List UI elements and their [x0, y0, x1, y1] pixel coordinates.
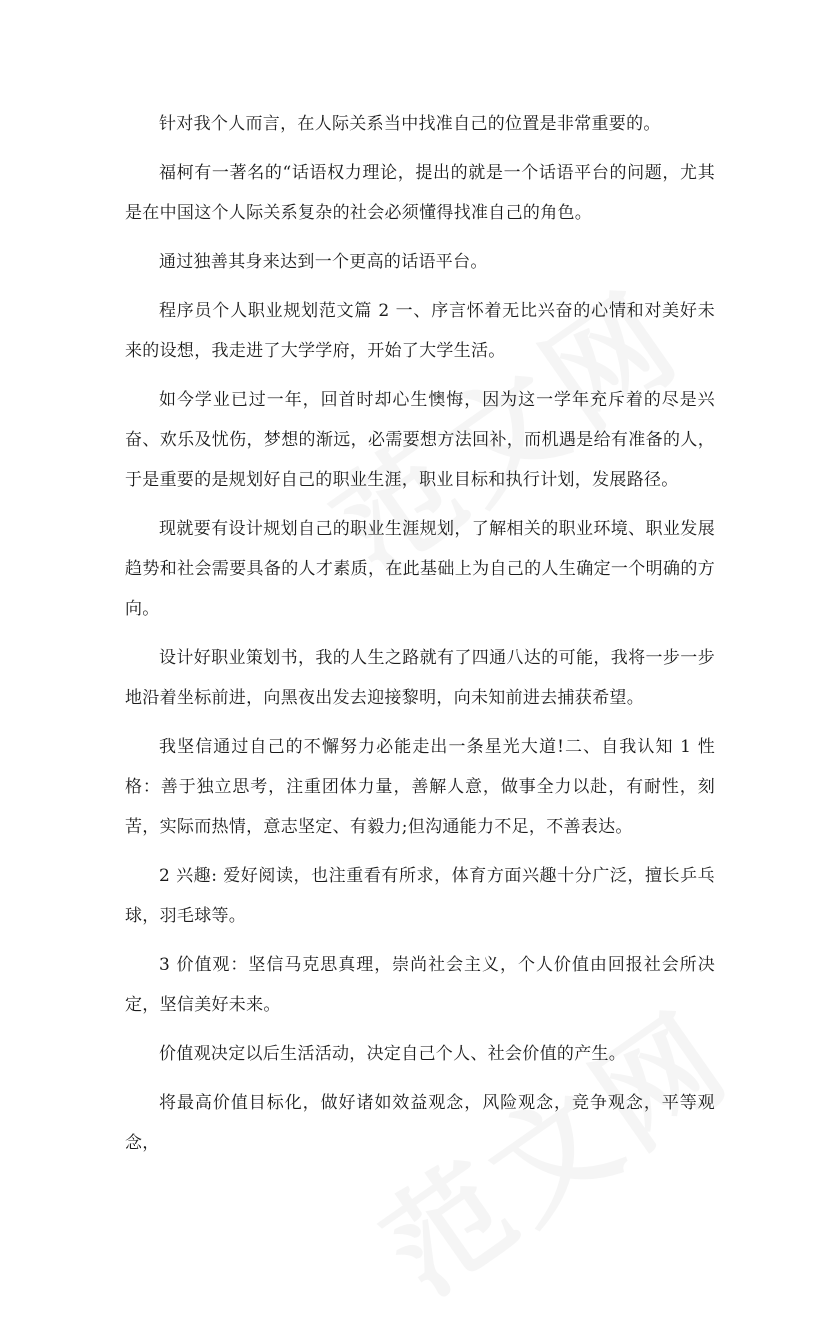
paragraph: 我坚信通过自己的不懈努力必能走出一条星光大道!二、自我认知 1 性格：善于独立思考，注重团体力量，善解人意，做事全力以赴，有耐性，刻苦，实际而热情，意志坚定、有毅力;但沟通能力不足，不善表达。: [125, 737, 715, 837]
paragraph: 设计好职业策划书，我的人生之路就有了四通八达的可能，我将一步一步地沿着坐标前进，向黑夜出发去迎接黎明，向未知前进去捕获希望。: [125, 648, 715, 708]
document-body: [125, 104, 715, 1172]
paragraph: 2 兴趣: 爱好阅读，也注重看有所求，体育方面兴趣十分广泛，擅长乒乓球，羽毛球等。: [125, 866, 715, 926]
paragraph: 3 价值观：坚信马克思真理，崇尚社会主义，个人价值由回报社会所决定，坚信美好未来。: [125, 955, 715, 1015]
paragraph: 针对我个人而言，在人际关系当中找准自己的位置是非常重要的。: [159, 114, 661, 134]
paragraph: 福柯有一著名的“话语权力理论，提出的就是一个话语平台的问题，尤其是在中国这个人际关系复杂的社会必须懂得找准自己的角色。: [125, 163, 715, 223]
paragraph: 如今学业已过一年，回首时却心生懊悔，因为这一学年充斥着的尽是兴奋、欢乐及忧伤，梦想的渐远，必需要想方法回补，而机遇是给有准备的人，于是重要的是规划好自己的职业生涯，职业目标和执行计划，发展路径。: [125, 390, 715, 490]
paragraph: 将最高价值目标化，做好诸如效益观念，风险观念，竞争观念，平等观念，: [125, 1093, 715, 1153]
paragraph: 通过独善其身来达到一个更高的话语平台。: [159, 252, 488, 272]
paragraph: 价值观决定以后生活活动，决定自己个人、社会价值的产生。: [159, 1044, 627, 1064]
paragraph: 现就要有设计规划自己的职业生涯规划，了解相关的职业环境、职业发展趋势和社会需要具备的人才素质，在此基础上为自己的人生确定一个明确的方向。: [125, 519, 715, 619]
paragraph: 程序员个人职业规划范文篇 2 一、序言怀着无比兴奋的心情和对美好未来的设想，我走进了大学学府，开始了大学生活。: [125, 301, 715, 361]
